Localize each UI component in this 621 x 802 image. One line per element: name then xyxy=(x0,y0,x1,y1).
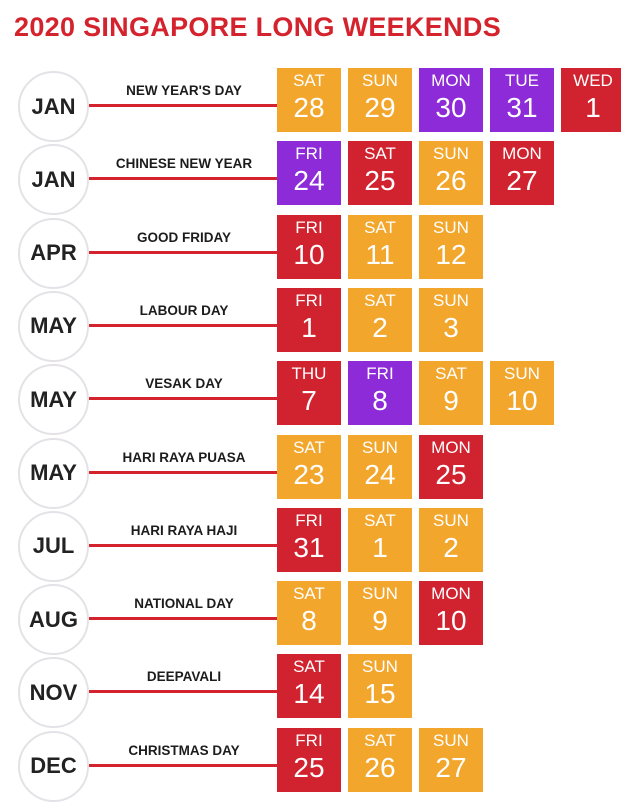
day-tile xyxy=(277,508,341,572)
weekend-row xyxy=(0,654,621,726)
month-badge xyxy=(18,731,89,802)
day-tile xyxy=(419,508,483,572)
day-tile xyxy=(561,68,621,132)
day-tile xyxy=(348,435,412,499)
day-number: 9 xyxy=(443,385,459,417)
holiday-name: HARI RAYA PUASA xyxy=(122,449,246,465)
connector-line xyxy=(89,690,277,693)
day-of-week: THU xyxy=(291,364,327,384)
day-number: 28 xyxy=(293,92,325,123)
month-badge xyxy=(18,291,89,362)
day-tile xyxy=(348,68,412,132)
day-tile xyxy=(348,141,412,205)
day-tile xyxy=(419,288,483,352)
day-tile xyxy=(277,728,341,792)
day-number: 10 xyxy=(293,238,325,270)
month-label: MAY xyxy=(30,386,77,412)
holiday-name: GOOD FRIDAY xyxy=(136,229,231,245)
day-tile xyxy=(419,581,483,645)
day-tile xyxy=(277,654,341,718)
month-label: DEC xyxy=(30,753,77,779)
day-number: 25 xyxy=(293,751,325,783)
day-number: 31 xyxy=(506,92,538,123)
day-tile xyxy=(277,435,341,499)
day-tile xyxy=(348,728,412,792)
day-of-week: SUN xyxy=(362,584,398,604)
day-of-week: SUN xyxy=(362,71,398,90)
day-number: 1 xyxy=(585,92,601,123)
day-tile xyxy=(348,288,412,352)
day-of-week: SAT xyxy=(364,730,396,750)
day-number: 2 xyxy=(372,311,388,343)
day-of-week: FRI xyxy=(366,364,394,384)
day-tile xyxy=(348,581,412,645)
day-number: 29 xyxy=(364,92,396,123)
weekend-row xyxy=(0,435,621,507)
weekend-row xyxy=(0,141,621,213)
weekend-row xyxy=(0,508,621,580)
day-of-week: SAT xyxy=(293,657,325,677)
day-number: 8 xyxy=(301,605,317,637)
day-of-week: TUE xyxy=(505,71,539,90)
day-of-week: SAT xyxy=(364,144,396,164)
day-tile xyxy=(277,215,341,279)
day-tile xyxy=(419,361,483,425)
day-number: 10 xyxy=(435,605,467,637)
day-of-week: SAT xyxy=(364,290,396,310)
day-of-week: SUN xyxy=(504,364,540,384)
month-label: NOV xyxy=(29,679,78,705)
page-title: 2020 SINGAPORE LONG WEEKENDS xyxy=(14,12,502,42)
month-badge xyxy=(18,511,89,582)
weekend-row xyxy=(0,581,621,653)
day-number: 7 xyxy=(301,385,317,417)
day-number: 26 xyxy=(364,751,396,783)
holiday-name: LABOUR DAY xyxy=(139,302,229,318)
day-of-week: SAT xyxy=(293,584,325,604)
holiday-name: NATIONAL DAY xyxy=(134,596,234,612)
day-of-week: SAT xyxy=(293,437,325,457)
month-badge xyxy=(18,657,89,728)
month-badge xyxy=(18,584,89,655)
day-of-week: MON xyxy=(431,584,471,604)
day-of-week: SAT xyxy=(435,364,467,384)
connector-line xyxy=(89,104,277,107)
day-tile xyxy=(348,654,412,718)
day-tile xyxy=(348,361,412,425)
day-of-week: SUN xyxy=(362,657,398,677)
day-of-week: FRI xyxy=(295,730,323,750)
connector-line xyxy=(89,764,277,767)
day-tile xyxy=(348,508,412,572)
day-number: 15 xyxy=(364,678,396,710)
month-label: AUG xyxy=(29,606,78,632)
day-number: 27 xyxy=(506,165,538,197)
day-number: 25 xyxy=(364,165,396,197)
month-label: JAN xyxy=(31,93,76,119)
month-label: MAY xyxy=(30,313,77,339)
day-number: 9 xyxy=(372,605,388,637)
month-label: JAN xyxy=(31,166,76,192)
day-number: 1 xyxy=(301,311,317,343)
day-of-week: SUN xyxy=(433,144,469,164)
connector-line xyxy=(89,251,277,254)
day-tile xyxy=(490,361,554,425)
day-tile xyxy=(277,141,341,205)
day-tile xyxy=(419,435,483,499)
day-number: 26 xyxy=(435,165,467,197)
day-of-week: WED xyxy=(573,71,613,90)
day-of-week: SAT xyxy=(364,217,396,237)
connector-line xyxy=(89,397,277,400)
day-number: 3 xyxy=(443,311,459,343)
weekend-row xyxy=(0,68,621,140)
connector-line xyxy=(89,544,277,547)
day-of-week: SUN xyxy=(433,217,469,237)
day-tile xyxy=(277,288,341,352)
month-badge xyxy=(18,218,89,289)
weekend-row xyxy=(0,728,621,800)
day-number: 14 xyxy=(293,678,325,710)
day-tile xyxy=(277,581,341,645)
month-label: APR xyxy=(30,240,77,266)
day-of-week: MON xyxy=(431,71,471,90)
day-tile xyxy=(348,215,412,279)
month-label: MAY xyxy=(30,460,77,485)
day-number: 8 xyxy=(372,385,388,417)
day-number: 24 xyxy=(293,165,325,197)
connector-line xyxy=(89,324,277,327)
holiday-name: CHINESE NEW YEAR xyxy=(115,156,253,172)
day-of-week: FRI xyxy=(295,144,323,164)
day-number: 23 xyxy=(293,458,325,490)
day-tile xyxy=(490,68,554,132)
weekend-row xyxy=(0,215,621,287)
day-number: 27 xyxy=(435,751,467,783)
month-badge xyxy=(18,364,89,435)
day-number: 31 xyxy=(293,531,325,563)
connector-line xyxy=(89,471,277,474)
day-tile xyxy=(490,141,554,205)
day-tile xyxy=(277,68,341,132)
month-badge xyxy=(18,71,89,142)
holiday-name: DEEPAVALI xyxy=(146,669,222,685)
day-number: 2 xyxy=(443,531,459,563)
day-tile xyxy=(419,141,483,205)
day-of-week: SUN xyxy=(433,290,469,310)
day-number: 10 xyxy=(506,385,538,417)
day-of-week: SUN xyxy=(433,510,469,530)
day-of-week: FRI xyxy=(295,217,323,237)
connector-line xyxy=(89,177,277,180)
holiday-name: VESAK DAY xyxy=(145,376,223,392)
day-tile xyxy=(419,728,483,792)
weekend-row xyxy=(0,288,621,360)
holiday-name: NEW YEAR'S DAY xyxy=(126,83,242,98)
connector-line xyxy=(89,617,277,620)
month-badge xyxy=(18,144,89,215)
day-number: 25 xyxy=(435,458,467,490)
weekend-row xyxy=(0,361,621,433)
month-label: JUL xyxy=(32,533,75,559)
day-tile xyxy=(419,215,483,279)
month-badge xyxy=(18,438,89,509)
day-number: 12 xyxy=(435,238,467,270)
day-tile xyxy=(277,361,341,425)
holiday-name: CHRISTMAS DAY xyxy=(128,742,240,758)
day-number: 1 xyxy=(372,531,388,563)
day-tile xyxy=(419,68,483,132)
day-of-week: FRI xyxy=(295,510,323,530)
day-of-week: SUN xyxy=(362,437,398,457)
day-of-week: SAT xyxy=(293,71,325,90)
day-of-week: SUN xyxy=(433,730,469,750)
holiday-name: HARI RAYA HAJI xyxy=(130,522,238,538)
day-number: 11 xyxy=(365,238,395,270)
day-of-week: FRI xyxy=(295,290,323,310)
day-number: 24 xyxy=(364,458,396,490)
day-of-week: SAT xyxy=(364,510,396,530)
day-of-week: MON xyxy=(431,437,471,457)
day-number: 30 xyxy=(435,92,467,123)
day-of-week: MON xyxy=(502,144,542,164)
